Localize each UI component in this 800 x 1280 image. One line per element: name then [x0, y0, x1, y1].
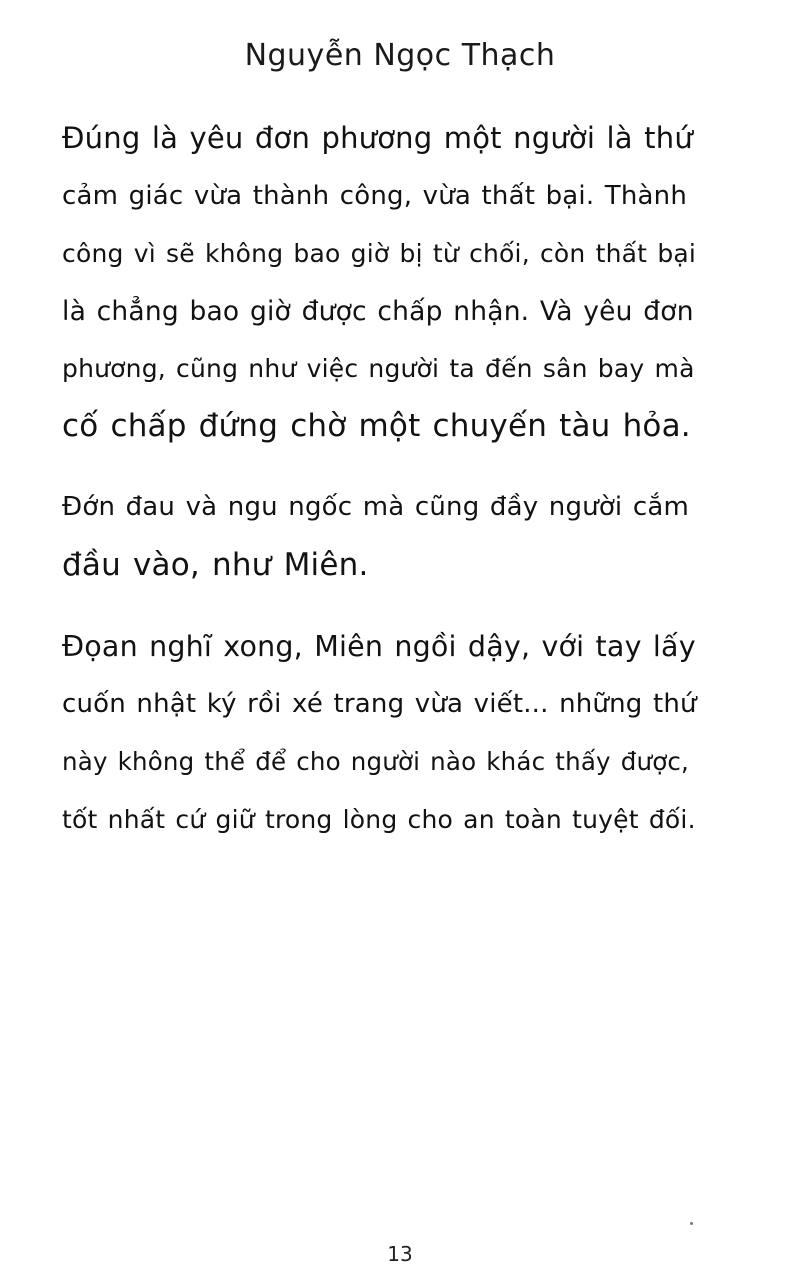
- page-number: 13: [387, 1242, 413, 1266]
- text-line: đầu vào, như Miên.: [62, 546, 369, 583]
- text-line: Đớn đau và ngu ngốc mà cũng đầy người cắm: [62, 492, 689, 522]
- text-line: phương, cũng như việc người ta đến sân bay mà: [62, 354, 695, 383]
- paragraph-1: [62, 110, 698, 455]
- text-line: công vì sẽ không bao giờ bị từ chối, còn thất bại: [62, 239, 697, 268]
- text-line: Đúng là yêu đơn phương một người là thứ: [62, 121, 693, 155]
- body-text: [62, 110, 698, 872]
- text-line: cảm giác vừa thành công, vừa thất bại. Thành: [62, 180, 688, 211]
- text-line: cuốn nhật ký rồi xé trang vừa viết... những thứ: [62, 688, 697, 719]
- paragraph-2: [62, 479, 698, 594]
- text-line: Đọan nghĩ xong, Miên ngồi dậy, với tay lấy: [62, 630, 696, 663]
- text-line: cố chấp đứng chờ một chuyến tàu hỏa.: [62, 407, 691, 444]
- running-header-author: Nguyễn Ngọc Thạch: [244, 38, 556, 73]
- text-line: này không thể để cho người nào khác thấy được,: [62, 747, 690, 776]
- text-line: là chẳng bao giờ được chấp nhận. Và yêu đơn: [62, 295, 694, 327]
- paragraph-3: [62, 618, 698, 848]
- print-speck: [690, 1222, 693, 1225]
- text-line: tốt nhất cứ giữ trong lòng cho an toàn tuyệt đối.: [62, 804, 696, 834]
